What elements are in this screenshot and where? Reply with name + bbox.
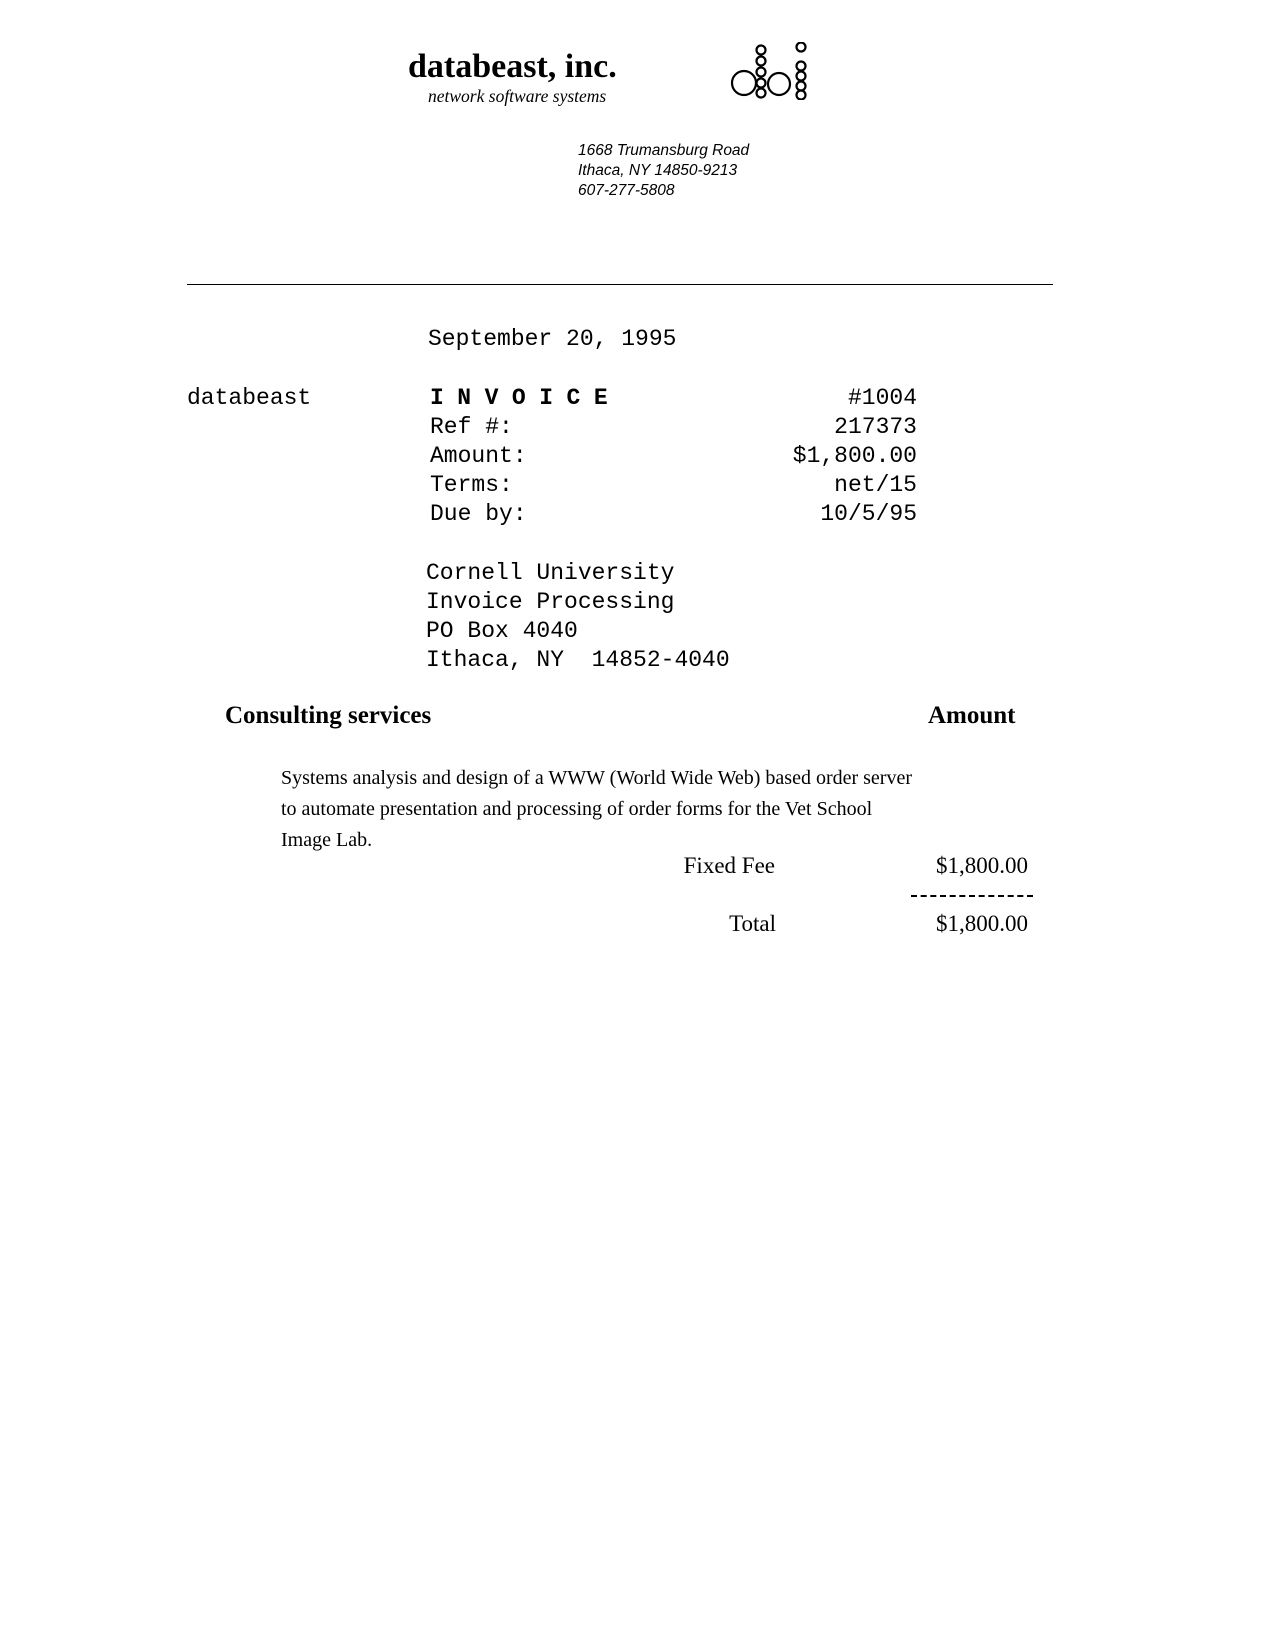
amount-column-header: Amount: [928, 702, 1016, 729]
total-label: Total: [729, 911, 776, 936]
company-tagline: network software systems: [428, 86, 607, 106]
bill-to-line: Ithaca, NY 14852-4040: [426, 647, 730, 673]
invoice-date: September 20, 1995: [428, 326, 677, 352]
due-by-label: Due by:: [430, 501, 527, 527]
amount-value: $1,800.00: [792, 443, 917, 469]
ref-label: Ref #:: [430, 414, 513, 440]
terms-value: net/15: [834, 472, 917, 498]
service-description: Systems analysis and design of a WWW (World Wide Web) based order server to automate presentation and processing of order forms for the Vet School Image Lab.: [281, 767, 912, 851]
section-title: Consulting services: [225, 702, 432, 729]
total-amount: $1,800.00: [936, 911, 1028, 936]
bill-to-line: PO Box 4040: [426, 618, 578, 644]
bill-to-line: Cornell University: [426, 560, 675, 586]
header-divider: [187, 284, 1053, 285]
sender-tag: databeast: [187, 385, 312, 411]
bubbles-logo-icon: [727, 42, 823, 105]
fixed-fee-amount: $1,800.00: [936, 853, 1028, 878]
subtotal-divider: [911, 895, 1033, 897]
terms-label: Terms:: [430, 472, 513, 498]
amount-label: Amount:: [430, 443, 527, 469]
fixed-fee-label: Fixed Fee: [683, 853, 775, 878]
invoice-heading: INVOICE: [430, 385, 622, 411]
due-by-value: 10/5/95: [820, 501, 917, 527]
company-address-street: 1668 Trumansburg Road: [578, 142, 750, 159]
bill-to-line: Invoice Processing: [426, 589, 675, 615]
ref-value: 217373: [834, 414, 917, 440]
company-phone: 607-277-5808: [578, 182, 675, 199]
company-name: databeast, inc.: [408, 48, 617, 85]
company-address-city: Ithaca, NY 14850-9213: [578, 162, 738, 179]
invoice-number: #1004: [847, 385, 917, 411]
